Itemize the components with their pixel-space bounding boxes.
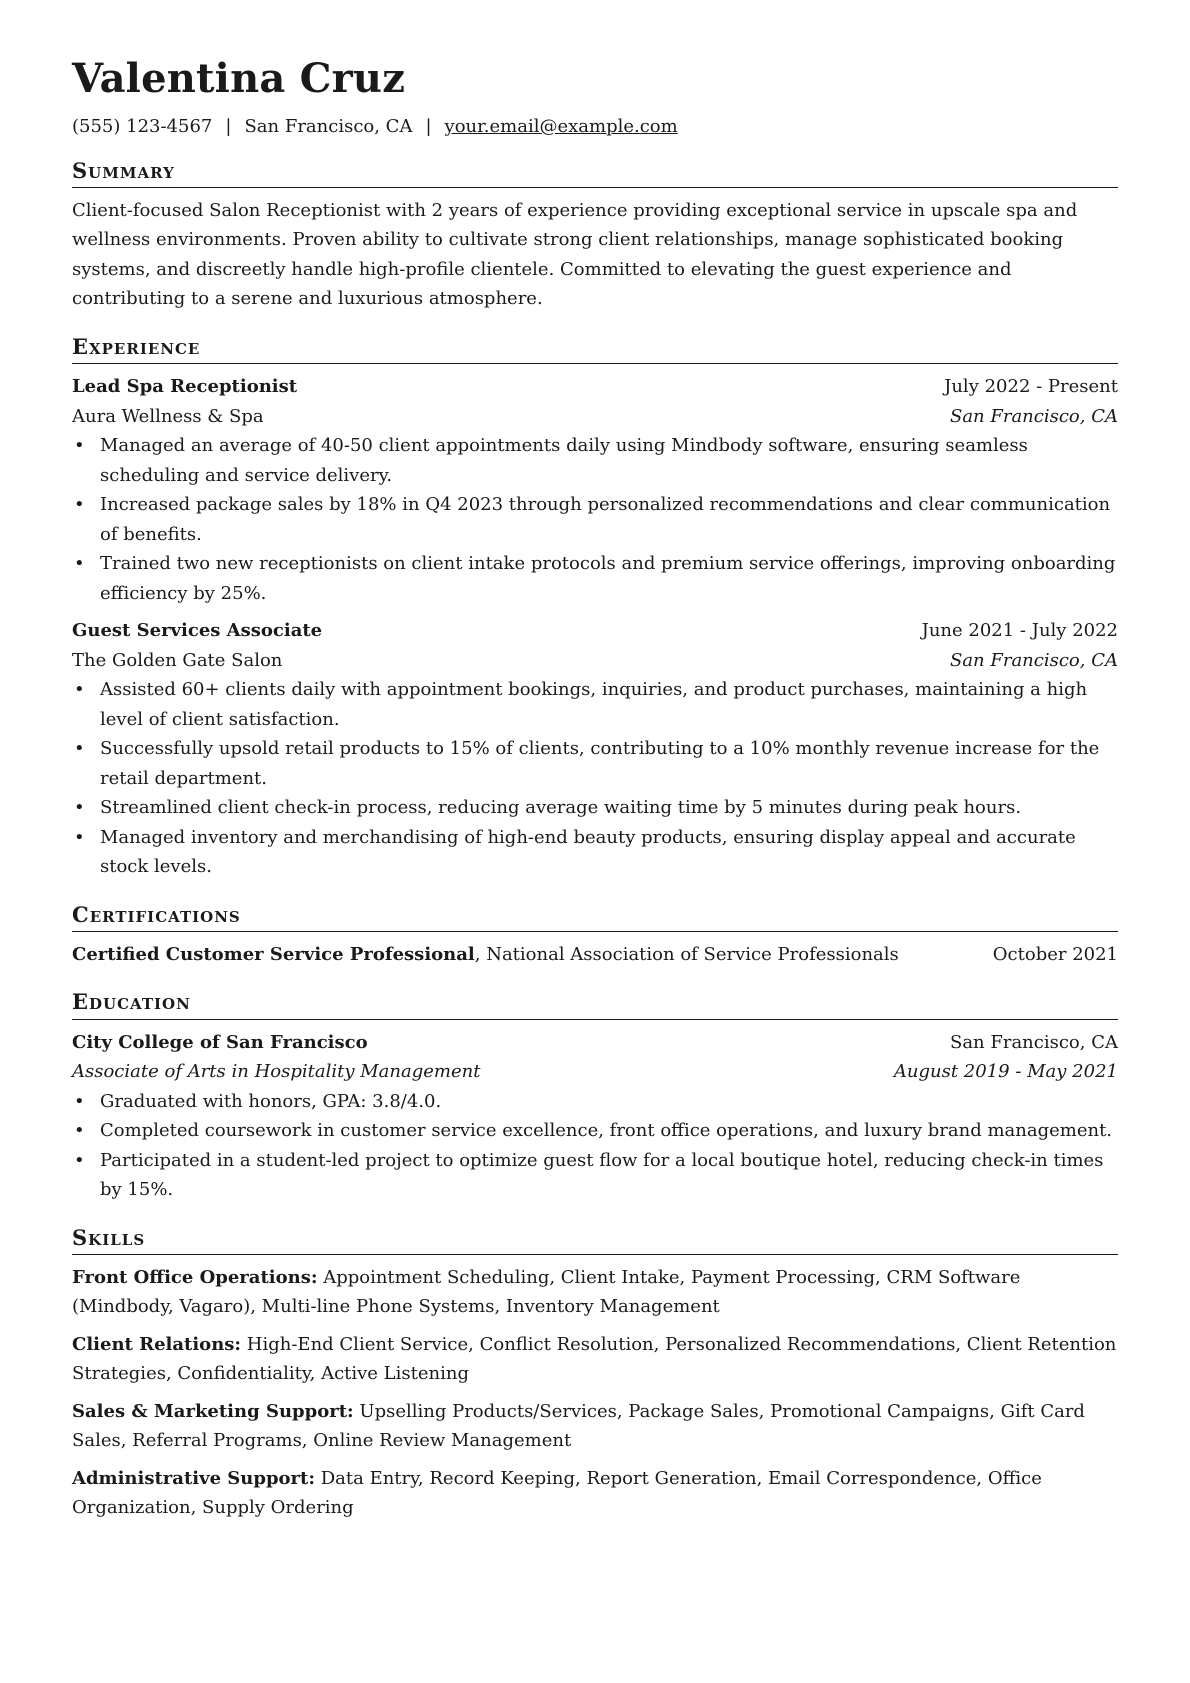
contact-line — [72, 116, 1118, 138]
skill-label: Front Office Operations: — [72, 1266, 318, 1288]
skill-group — [72, 1263, 1118, 1322]
job-company-row — [72, 402, 1118, 432]
skill-label: Administrative Support: — [72, 1467, 315, 1489]
list-item: • Assisted 60+ clients daily with appointment bookings, inquiries, and product purchases, maintaining a high level of client satisfaction. — [100, 675, 1118, 734]
contact-separator: | — [225, 116, 232, 137]
job-dates: June 2021 - July 2022 — [921, 620, 1118, 642]
skill-text: Appointment Scheduling, Client Intake, Payment Processing, CRM Software (Mindbody, Vagaro), Multi-line Phone Systems, Inventory Management — [72, 1266, 1021, 1318]
skill-group — [72, 1397, 1118, 1456]
education-dates: August 2019 - May 2021 — [893, 1061, 1118, 1083]
certification-name: Certified Customer Service Professional — [72, 943, 475, 965]
list-item: • Managed inventory and merchandising of high-end beauty products, ensuring display appeal and accurate stock levels. — [100, 823, 1118, 882]
job-header-row — [72, 616, 1118, 646]
certification-text — [72, 940, 899, 970]
skill-label: Client Relations: — [72, 1333, 242, 1355]
section-title-skills: Skills — [72, 1225, 1118, 1255]
education-entry — [72, 1028, 1118, 1205]
section-title-summary: Summary — [72, 158, 1118, 188]
certification-issuer: , National Association of Service Professionals — [474, 943, 899, 965]
school-row — [72, 1028, 1118, 1058]
list-item: • Participated in a student-led project to optimize guest flow for a local boutique hotel, reducing check-in times by 15%. — [100, 1146, 1118, 1205]
job-bullets — [72, 675, 1118, 882]
education-bullets — [72, 1087, 1118, 1205]
job-company-row — [72, 646, 1118, 676]
skill-text: Upselling Products/Services, Package Sales, Promotional Campaigns, Gift Card Sales, Referral Programs, Online Review Management — [72, 1400, 1085, 1452]
skill-text: Data Entry, Record Keeping, Report Generation, Email Correspondence, Office Organization, Supply Ordering — [72, 1467, 1042, 1519]
candidate-name: Valentina Cruz — [72, 55, 406, 102]
job-company: Aura Wellness & Spa — [72, 405, 264, 427]
experience-entry — [72, 616, 1118, 882]
job-role: Lead Spa Receptionist — [72, 376, 298, 398]
summary-text: Client-focused Salon Receptionist with 2 years of experience providing exceptional service in upscale spa and wellness environments. Proven ability to cultivate strong client relationships, manage sophisticated booking systems, and discreetly handle high-profile clientele. Committed to elevating the guest experience and contributing to a serene and luxurious atmosphere. — [72, 199, 1078, 310]
skill-group — [72, 1464, 1118, 1523]
job-location: San Francisco, CA — [949, 405, 1118, 427]
certification-date: October 2021 — [992, 943, 1118, 965]
list-item: • Increased package sales by 18% in Q4 2023 through personalized recommendations and clear communication of benefits. — [100, 490, 1118, 549]
section-title-certifications: Certifications — [72, 902, 1118, 932]
email-link[interactable]: your.email@example.com — [444, 116, 678, 137]
job-location: San Francisco, CA — [949, 649, 1118, 671]
skill-label: Sales & Marketing Support: — [72, 1400, 354, 1422]
contact-separator: | — [425, 116, 432, 137]
school-name: City College of San Francisco — [72, 1031, 368, 1053]
list-item: • Managed an average of 40-50 client appointments daily using Mindbody software, ensuring seamless scheduling and service delivery. — [100, 431, 1118, 490]
certification-row — [72, 940, 1118, 970]
list-item: • Successfully upsold retail products to 15% of clients, contributing to a 10% monthly revenue increase for the retail department. — [100, 734, 1118, 793]
skill-text: High-End Client Service, Conflict Resolution, Personalized Recommendations, Client Retention Strategies, Confidentiality, Active Listening — [72, 1333, 1117, 1385]
skill-group — [72, 1330, 1118, 1389]
job-role: Guest Services Associate — [72, 620, 323, 642]
job-header-row — [72, 372, 1118, 402]
experience-entry — [72, 372, 1118, 608]
job-company: The Golden Gate Salon — [72, 649, 283, 671]
job-bullets — [72, 431, 1118, 608]
section-title-experience: Experience — [72, 334, 1118, 364]
location: San Francisco, CA — [244, 116, 413, 137]
phone-number: (555) 123-4567 — [72, 116, 213, 137]
degree: Associate of Arts in Hospitality Management — [72, 1061, 481, 1083]
list-item: • Completed coursework in customer service excellence, front office operations, and luxury brand management. — [100, 1116, 1118, 1146]
job-dates: July 2022 - Present — [944, 376, 1118, 398]
section-title-education: Education — [72, 989, 1118, 1019]
school-location: San Francisco, CA — [949, 1031, 1118, 1053]
list-item: • Streamlined client check-in process, reducing average waiting time by 5 minutes during peak hours. — [100, 793, 1118, 823]
list-item: • Graduated with honors, GPA: 3.8/4.0. — [100, 1087, 1118, 1117]
degree-row — [72, 1057, 1118, 1087]
list-item: • Trained two new receptionists on client intake protocols and premium service offerings, improving onboarding efficiency by 25%. — [100, 549, 1118, 608]
